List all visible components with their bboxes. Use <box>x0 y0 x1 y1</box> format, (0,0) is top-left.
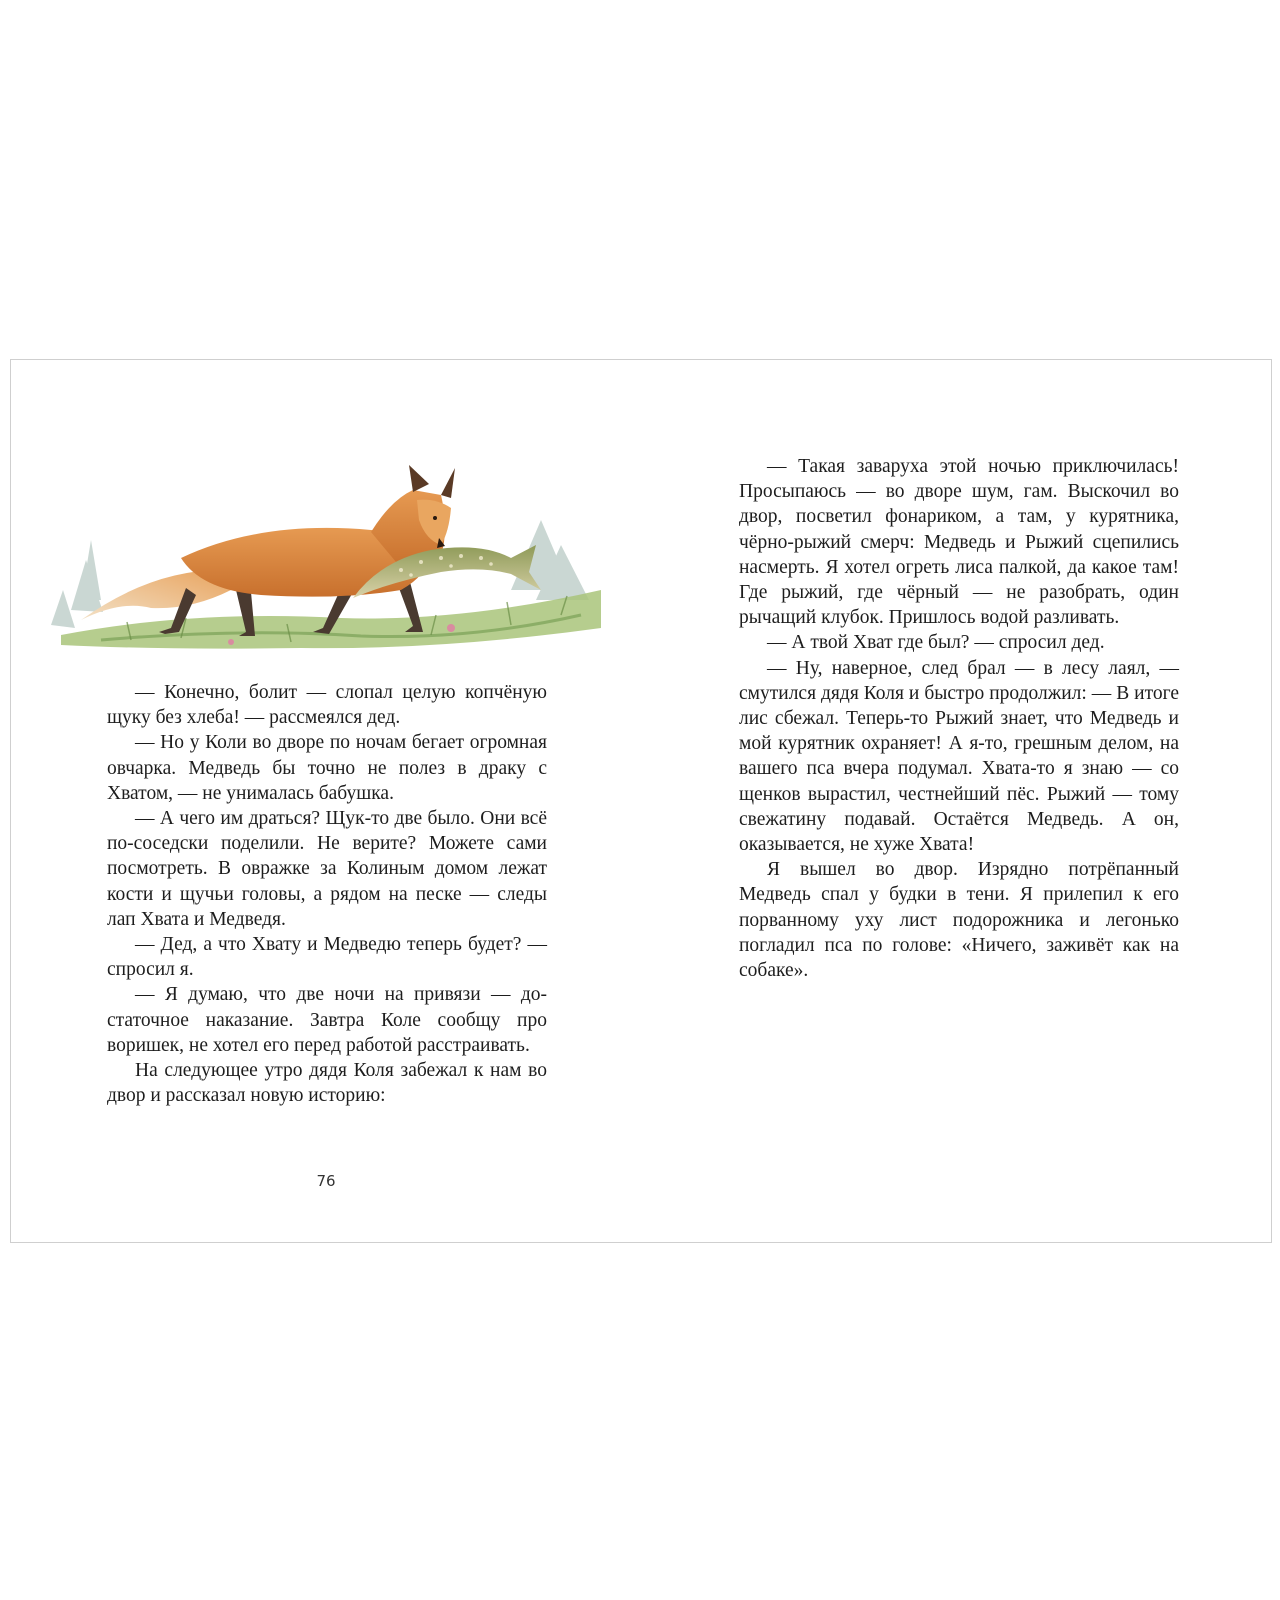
paragraph: — Я думаю, что две ночи на привязи — достаточное наказание. Завтра Коле сообщу про воришек, не хотел его перед работой расстраивать. <box>107 984 547 1056</box>
paragraph: — Такая заваруха этой ночью приключилась! Просыпаюсь — во дворе шум, гам. Выскочил во двор, посветил фонариком, а там, у курятника, чёрно-рыжий смерч: Медведь и Рыжий сцепились насмерть. Я хотел огреть лиса палкой, да какое там! Где рыжий, где чёрный — не разобрать, один рычащий клубок. Пришлось водой разливать. <box>739 456 1179 629</box>
paragraph: — Конечно, болит — слопал целую копчёную щуку без хлеба! — рассмеялся дед. <box>107 682 547 729</box>
paragraph: — Но у Коли во дворе по ночам бегает огромная овчарка. Медведь бы точно не полез в драку с Хватом, — не унималась бабушка. <box>107 732 547 804</box>
paragraph: — Дед, а что Хвату и Медведю теперь будет? — спросил я. <box>107 934 547 981</box>
paragraph: — А твой Хват где был? — спросил дед. <box>767 632 1105 654</box>
fox-illustration <box>41 450 621 660</box>
paragraph: На следующее утро дядя Коля забежал к нам во двор и рассказал новую историю: <box>107 1060 547 1107</box>
book-spread <box>10 359 1272 1243</box>
paragraph: Я вышел во двор. Изрядно потрёпанный Медведь спал у будки в тени. Я прилепил к его порванному уху лист подорожника и легонько погладил пса по голове: «Ничего, заживёт как на собаке». <box>739 859 1179 982</box>
page-number: 76 <box>316 1172 336 1190</box>
paragraph: — А чего им драться? Щук-то две было. Они всё по-соседски поделили. Не верите? Можете сами посмотреть. В овражке за Колиным домом лежат кости и щучьи головы, а рядом на песке — следы лап Хвата и Медведя. <box>107 808 547 930</box>
right-page-text <box>739 454 1179 983</box>
paragraph: — Ну, наверное, след брал — в лесу лаял, — смутился дядя Коля и быстро продолжил: — В итоге лис сбежал. Теперь-то Рыжий знает, что Медведь и мой курятник охраняет! А я-то, грешным делом, на вашего пса вчера подумал. Хвата-то я знаю — со щенков вырастил, честнейший пёс. Рыжий — тому свежатину подавай. Остаётся Медведь. А он, оказывается, не хуже Хвата! <box>739 657 1179 856</box>
left-page-text <box>107 680 547 1108</box>
